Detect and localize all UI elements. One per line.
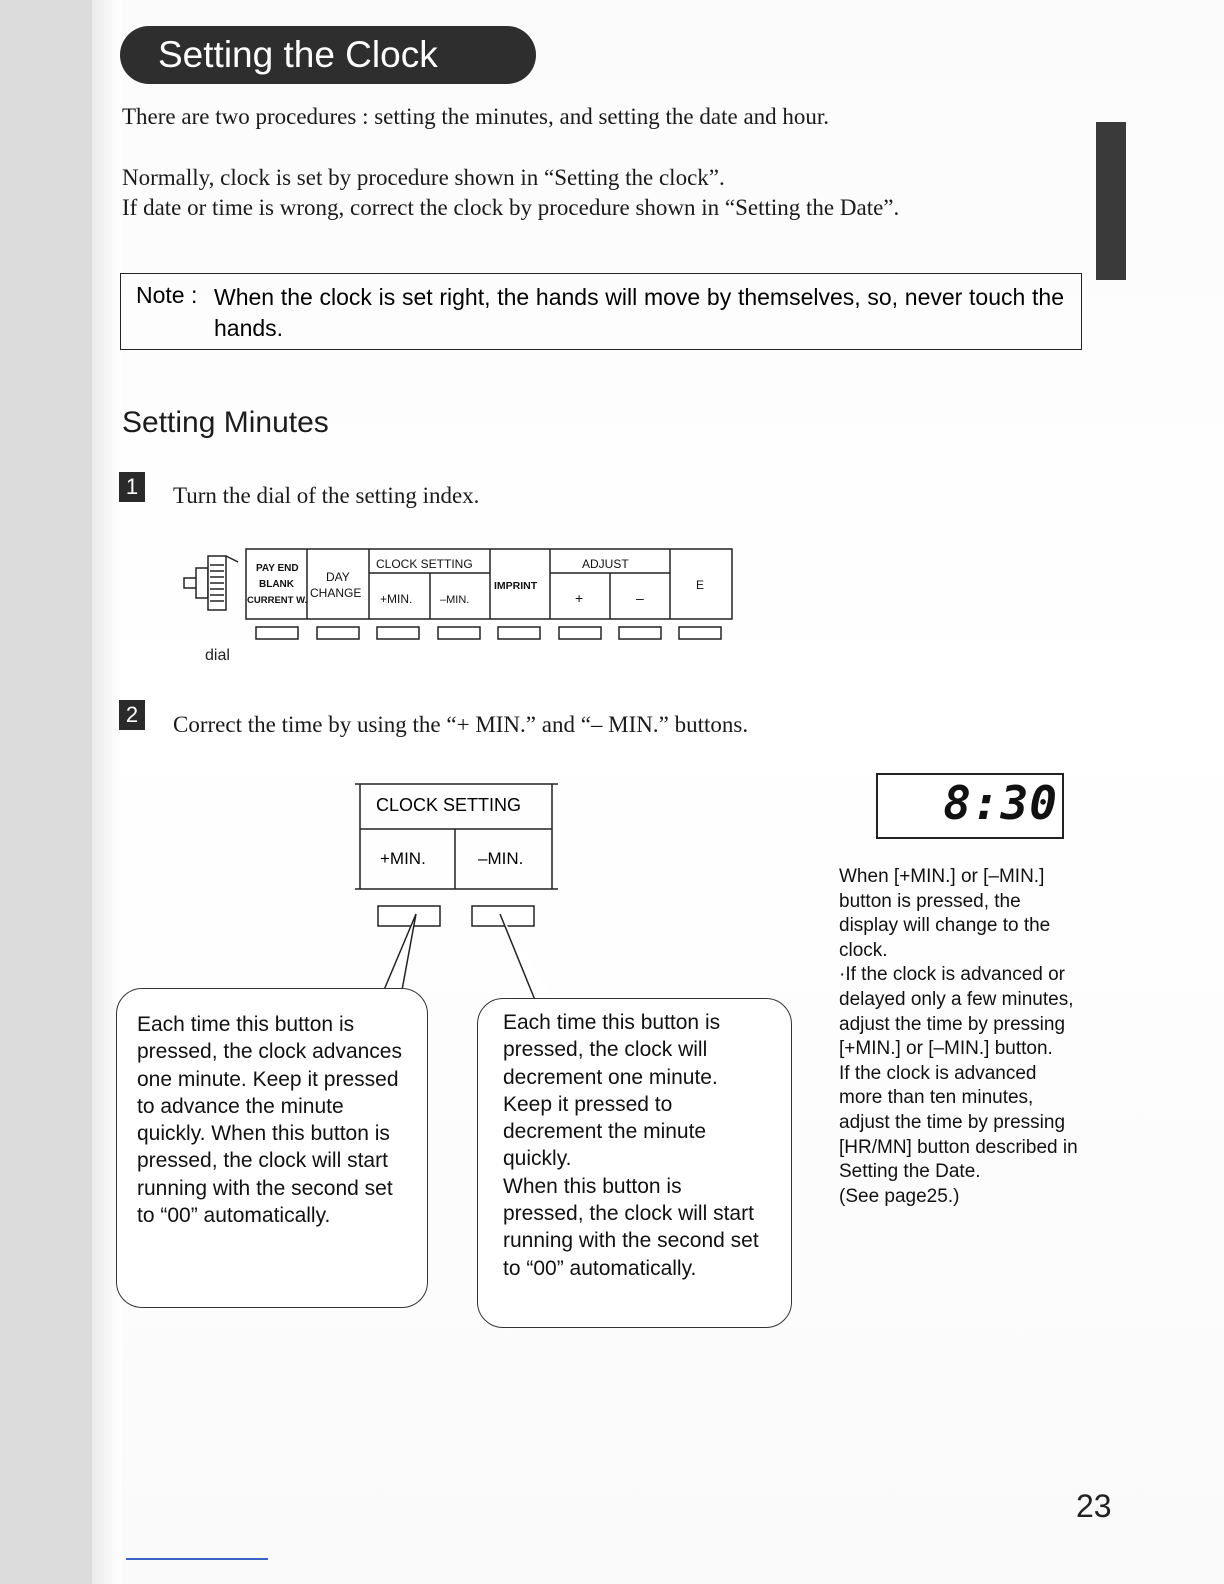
step-1-text: Turn the dial of the setting index.: [173, 483, 480, 508]
change-label: CHANGE: [310, 586, 362, 600]
page-title: Setting the Clock: [120, 26, 536, 84]
minus-min-label: –MIN.: [440, 594, 470, 606]
clock-setting-title: CLOCK SETTING: [376, 795, 522, 815]
clock-setting-label: CLOCK SETTING: [376, 557, 473, 571]
step-2-text: Correct the time by using the “+ MIN.” and “– MIN.” buttons.: [173, 712, 749, 737]
footer-rule: [126, 1558, 268, 1560]
adjust-label: ADJUST: [582, 557, 629, 571]
adjust-plus-label: +: [575, 590, 584, 606]
current-week-label: CURRENT W.: [247, 595, 308, 606]
intro-text-2: Normally, clock is set by procedure shown in “Setting the clock”.: [122, 165, 725, 190]
step-2-number: 2: [119, 700, 145, 730]
clock-setting-minus-label: –MIN.: [478, 849, 524, 868]
plus-min-button: [378, 906, 440, 926]
lcd-time: 8:30: [943, 776, 1058, 830]
imprint-label: IMPRINT: [494, 580, 538, 592]
side-note-2: ·If the clock is advanced or delayed only a few minutes, adjust the time by pressing [+MIN.] or [–MIN.] button.: [839, 964, 1074, 1060]
e-label: E: [696, 578, 705, 592]
pay-end-label: PAY END: [256, 563, 299, 574]
intro-text-1: There are two procedures : setting the minutes, and setting the date and hour.: [122, 104, 830, 129]
page-number: 23: [1076, 1488, 1112, 1524]
dial-label: dial: [205, 647, 230, 664]
note-label: Note :: [136, 282, 198, 308]
right-callout-text-1: Each time this button is pressed, the clock will decrement one minute. Keep it pressed to decrement the minute quickly.: [503, 1011, 721, 1171]
note-text: When the clock is set right, the hands will move by themselves, so, never touch the hands.: [214, 284, 1064, 341]
blank-label: BLANK: [259, 579, 294, 590]
right-callout-text-2: When this button is pressed, the clock will start running with the second set to “00” automatically.: [503, 1174, 759, 1280]
day-label: DAY: [326, 570, 350, 584]
right-callout-pointer: [500, 914, 554, 1000]
side-note-3: If the clock is advanced more than ten minutes, adjust the time by pressing [HR/MN] button described in Setting the Date.: [839, 1062, 1078, 1183]
left-callout-text: Each time this button is pressed, the clock advances one minute. Keep it pressed to advance the minute quickly. When this button is pressed, the clock will start running with the second set to “00” automatically.: [137, 1013, 402, 1228]
plus-min-label: +MIN.: [380, 592, 413, 606]
adjust-minus-label: –: [636, 590, 644, 606]
step-1-number: 1: [119, 472, 145, 502]
clock-setting-plus-label: +MIN.: [380, 849, 426, 868]
side-note-1: When [+MIN.] or [–MIN.] button is pressed, the display will change to the clock.: [839, 866, 1051, 961]
side-note: [839, 865, 1079, 1209]
right-callout-text: [503, 1009, 763, 1282]
section-title: Setting Minutes: [122, 406, 329, 439]
intro-text-3: If date or time is wrong, correct the clock by procedure shown in “Setting the Date”.: [122, 195, 900, 220]
side-note-4: (See page25.): [839, 1185, 960, 1207]
